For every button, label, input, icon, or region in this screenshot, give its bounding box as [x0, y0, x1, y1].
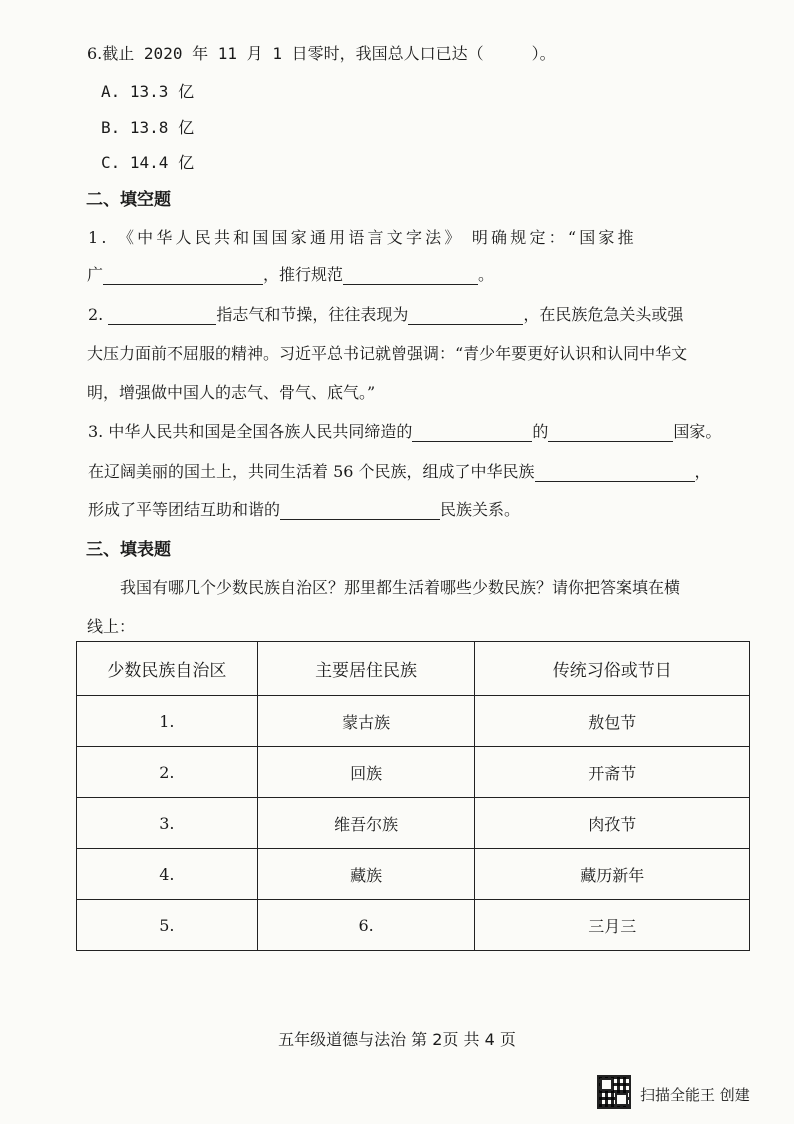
fill-q3-line3: 形成了平等团结互助和谐的 民族关系。 [88, 500, 521, 519]
question-6-option-b: B. 13.8 亿 [101, 118, 195, 137]
answer-blank[interactable] [280, 503, 440, 520]
fill-q3-line1: 3. 中华人民共和国是全国各族人民共同缔造的 的 国家。 [88, 422, 722, 441]
table-cell: 维吾尔族 [257, 798, 475, 849]
table-row [77, 900, 750, 951]
autonomous-region-table [76, 641, 750, 951]
answer-blank[interactable] [108, 308, 216, 325]
answer-blank[interactable] [535, 465, 695, 482]
table-intro-line1: 我国有哪几个少数民族自治区？那里都生活着哪些少数民族？请你把答案填在横 [120, 578, 681, 597]
page-footer: 五年级道德与法治 第 2页 共 4 页 [278, 1030, 516, 1049]
answer-blank[interactable] [412, 425, 532, 442]
fill-q2-line3: 明，增强做中国人的志气、骨气、底气。” [87, 383, 376, 402]
section-3-title: 三、填表题 [86, 540, 171, 560]
table-header-cell: 主要居住民族 [257, 642, 475, 696]
fill-q1-line2: 广 ，推行规范 。 [87, 265, 495, 284]
answer-blank[interactable] [343, 268, 478, 285]
section-2-title: 二、填空题 [86, 190, 171, 210]
fill-q2-line1: 2. 指志气和节操，往往表现为 ，在民族危急关头或强 [88, 305, 684, 324]
question-6-stem: 6.截止 2020 年 11 月 1 日零时，我国总人口已达（ ）。 [87, 44, 556, 63]
table-cell[interactable]: 3. [77, 798, 258, 849]
answer-blank[interactable] [548, 425, 673, 442]
qr-code-icon [597, 1075, 631, 1109]
answer-blank[interactable] [408, 308, 523, 325]
scanner-watermark: 扫描全能王 创建 [640, 1086, 750, 1104]
table-cell: 藏族 [257, 849, 475, 900]
table-cell: 蒙古族 [257, 696, 475, 747]
table-intro-line2: 线上： [87, 617, 136, 636]
table-cell: 三月三 [475, 900, 750, 951]
table-cell: 回族 [257, 747, 475, 798]
table-cell[interactable]: 6. [257, 900, 475, 951]
fill-q3-line2: 在辽阔美丽的国土上，共同生活着 56 个民族，组成了中华民族 ， [88, 462, 711, 481]
fill-q2-line2: 大压力面前不屈服的精神。习近平总书记就曾强调：“青少年要更好认识和认同中华文 [87, 344, 688, 363]
question-6-option-c: C. 14.4 亿 [101, 153, 195, 172]
table-cell[interactable]: 1. [77, 696, 258, 747]
table-row [77, 798, 750, 849]
table-row [77, 696, 750, 747]
table-cell: 藏历新年 [475, 849, 750, 900]
table-row [77, 849, 750, 900]
table-cell: 敖包节 [475, 696, 750, 747]
table-cell: 开斋节 [475, 747, 750, 798]
table-cell[interactable]: 2. [77, 747, 258, 798]
question-6-option-a: A. 13.3 亿 [101, 82, 195, 101]
fill-q1-line1: 1. 《中华人民共和国国家通用语言文字法》 明确规定：“国家推 [88, 228, 637, 247]
table-cell[interactable]: 5. [77, 900, 258, 951]
table-row [77, 747, 750, 798]
table-cell: 肉孜节 [475, 798, 750, 849]
table-cell[interactable]: 4. [77, 849, 258, 900]
answer-blank[interactable] [103, 268, 263, 285]
table-header-row [77, 642, 750, 696]
table-header-cell: 传统习俗或节日 [475, 642, 750, 696]
table-header-cell: 少数民族自治区 [77, 642, 258, 696]
